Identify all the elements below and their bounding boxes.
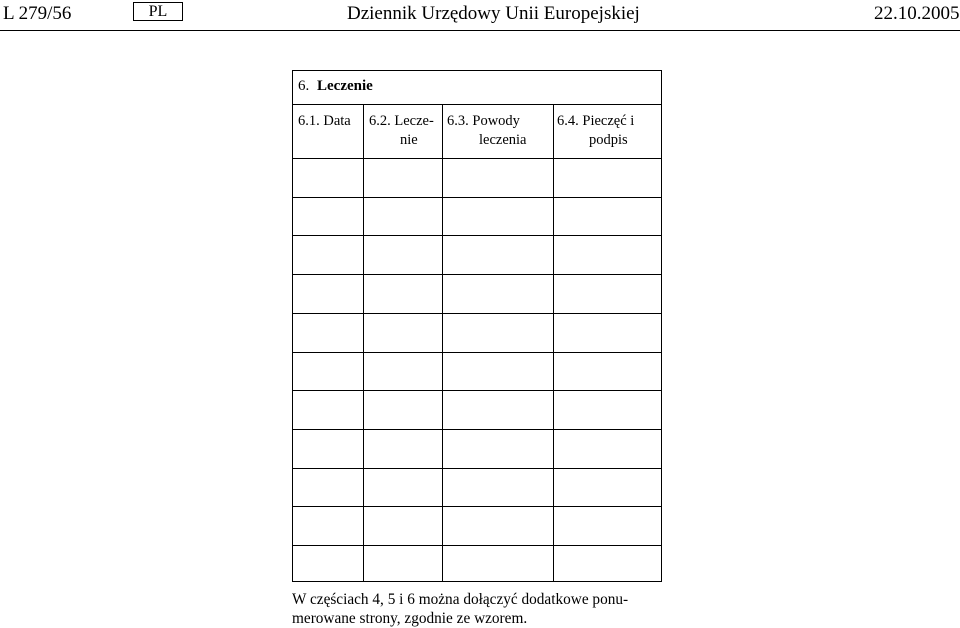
column-header-reasons — [447, 112, 551, 150]
form-cell-date[interactable] — [293, 352, 363, 391]
column-header-line: nie — [400, 132, 418, 148]
form-cell-treatment[interactable] — [363, 235, 442, 274]
form-cell-date[interactable] — [293, 313, 363, 352]
form-cell-stamp-signature[interactable] — [553, 390, 661, 429]
form-cell-reasons[interactable] — [442, 158, 553, 197]
column-header-line: 6.4. Pieczęć i — [557, 113, 635, 129]
column-header-stamp-signature — [557, 112, 661, 150]
form-cell-treatment[interactable] — [363, 197, 442, 236]
form-cell-date[interactable] — [293, 158, 363, 197]
journal-title: Dziennik Urzędowy Unii Europejskiej — [347, 3, 640, 24]
form-cell-stamp-signature[interactable] — [553, 197, 661, 236]
form-cell-stamp-signature[interactable] — [553, 545, 661, 584]
column-header-line: 6.3. Powody — [447, 113, 520, 129]
form-cell-treatment[interactable] — [363, 313, 442, 352]
form-cell-reasons[interactable] — [442, 352, 553, 391]
form-cell-treatment[interactable] — [363, 390, 442, 429]
publication-date: 22.10.2005 — [874, 3, 960, 24]
section-title — [298, 77, 373, 95]
form-cell-treatment[interactable] — [363, 274, 442, 313]
form-cell-reasons[interactable] — [442, 429, 553, 468]
form-cell-stamp-signature[interactable] — [553, 429, 661, 468]
form-cell-stamp-signature[interactable] — [553, 235, 661, 274]
column-header-line: leczenia — [479, 132, 527, 148]
form-cell-treatment[interactable] — [363, 468, 442, 507]
column-header-line: 6.1. Data — [298, 113, 351, 129]
column-header-treatment — [369, 112, 439, 150]
form-cell-stamp-signature[interactable] — [553, 274, 661, 313]
footnote — [292, 590, 667, 628]
form-cell-date[interactable] — [293, 197, 363, 236]
form-cell-treatment[interactable] — [363, 506, 442, 545]
treatment-form-table — [292, 70, 662, 582]
form-cell-treatment[interactable] — [363, 158, 442, 197]
form-cell-date[interactable] — [293, 429, 363, 468]
form-cell-reasons[interactable] — [442, 468, 553, 507]
form-cell-stamp-signature[interactable] — [553, 352, 661, 391]
title-divider — [293, 104, 661, 105]
form-cell-date[interactable] — [293, 390, 363, 429]
form-cell-reasons[interactable] — [442, 274, 553, 313]
form-cell-reasons[interactable] — [442, 390, 553, 429]
form-cell-treatment[interactable] — [363, 352, 442, 391]
form-cell-reasons[interactable] — [442, 313, 553, 352]
form-cell-stamp-signature[interactable] — [553, 158, 661, 197]
form-cell-date[interactable] — [293, 545, 363, 584]
form-cell-reasons[interactable] — [442, 235, 553, 274]
language-badge: PL — [133, 2, 183, 21]
section-name: Leczenie — [317, 78, 373, 94]
form-cell-reasons[interactable] — [442, 197, 553, 236]
form-cell-date[interactable] — [293, 468, 363, 507]
footnote-line: W częściach 4, 5 i 6 można dołączyć dodatkowe ponu- — [292, 591, 629, 608]
column-header-line: 6.2. Lecze- — [369, 113, 434, 129]
column-header-line: podpis — [589, 132, 628, 148]
section-number: 6. — [298, 78, 310, 94]
column-header-date — [298, 112, 360, 131]
form-cell-date[interactable] — [293, 506, 363, 545]
footnote-line: merowane strony, zgodnie ze wzorem. — [292, 610, 528, 627]
form-cell-stamp-signature[interactable] — [553, 506, 661, 545]
form-cell-stamp-signature[interactable] — [553, 468, 661, 507]
page-reference: L 279/56 — [3, 3, 72, 24]
form-cell-treatment[interactable] — [363, 545, 442, 584]
form-cell-reasons[interactable] — [442, 545, 553, 584]
form-cell-reasons[interactable] — [442, 506, 553, 545]
header-rule — [0, 30, 960, 31]
form-cell-treatment[interactable] — [363, 429, 442, 468]
form-cell-stamp-signature[interactable] — [553, 313, 661, 352]
page-header — [0, 0, 960, 34]
form-cell-date[interactable] — [293, 274, 363, 313]
form-cell-date[interactable] — [293, 235, 363, 274]
